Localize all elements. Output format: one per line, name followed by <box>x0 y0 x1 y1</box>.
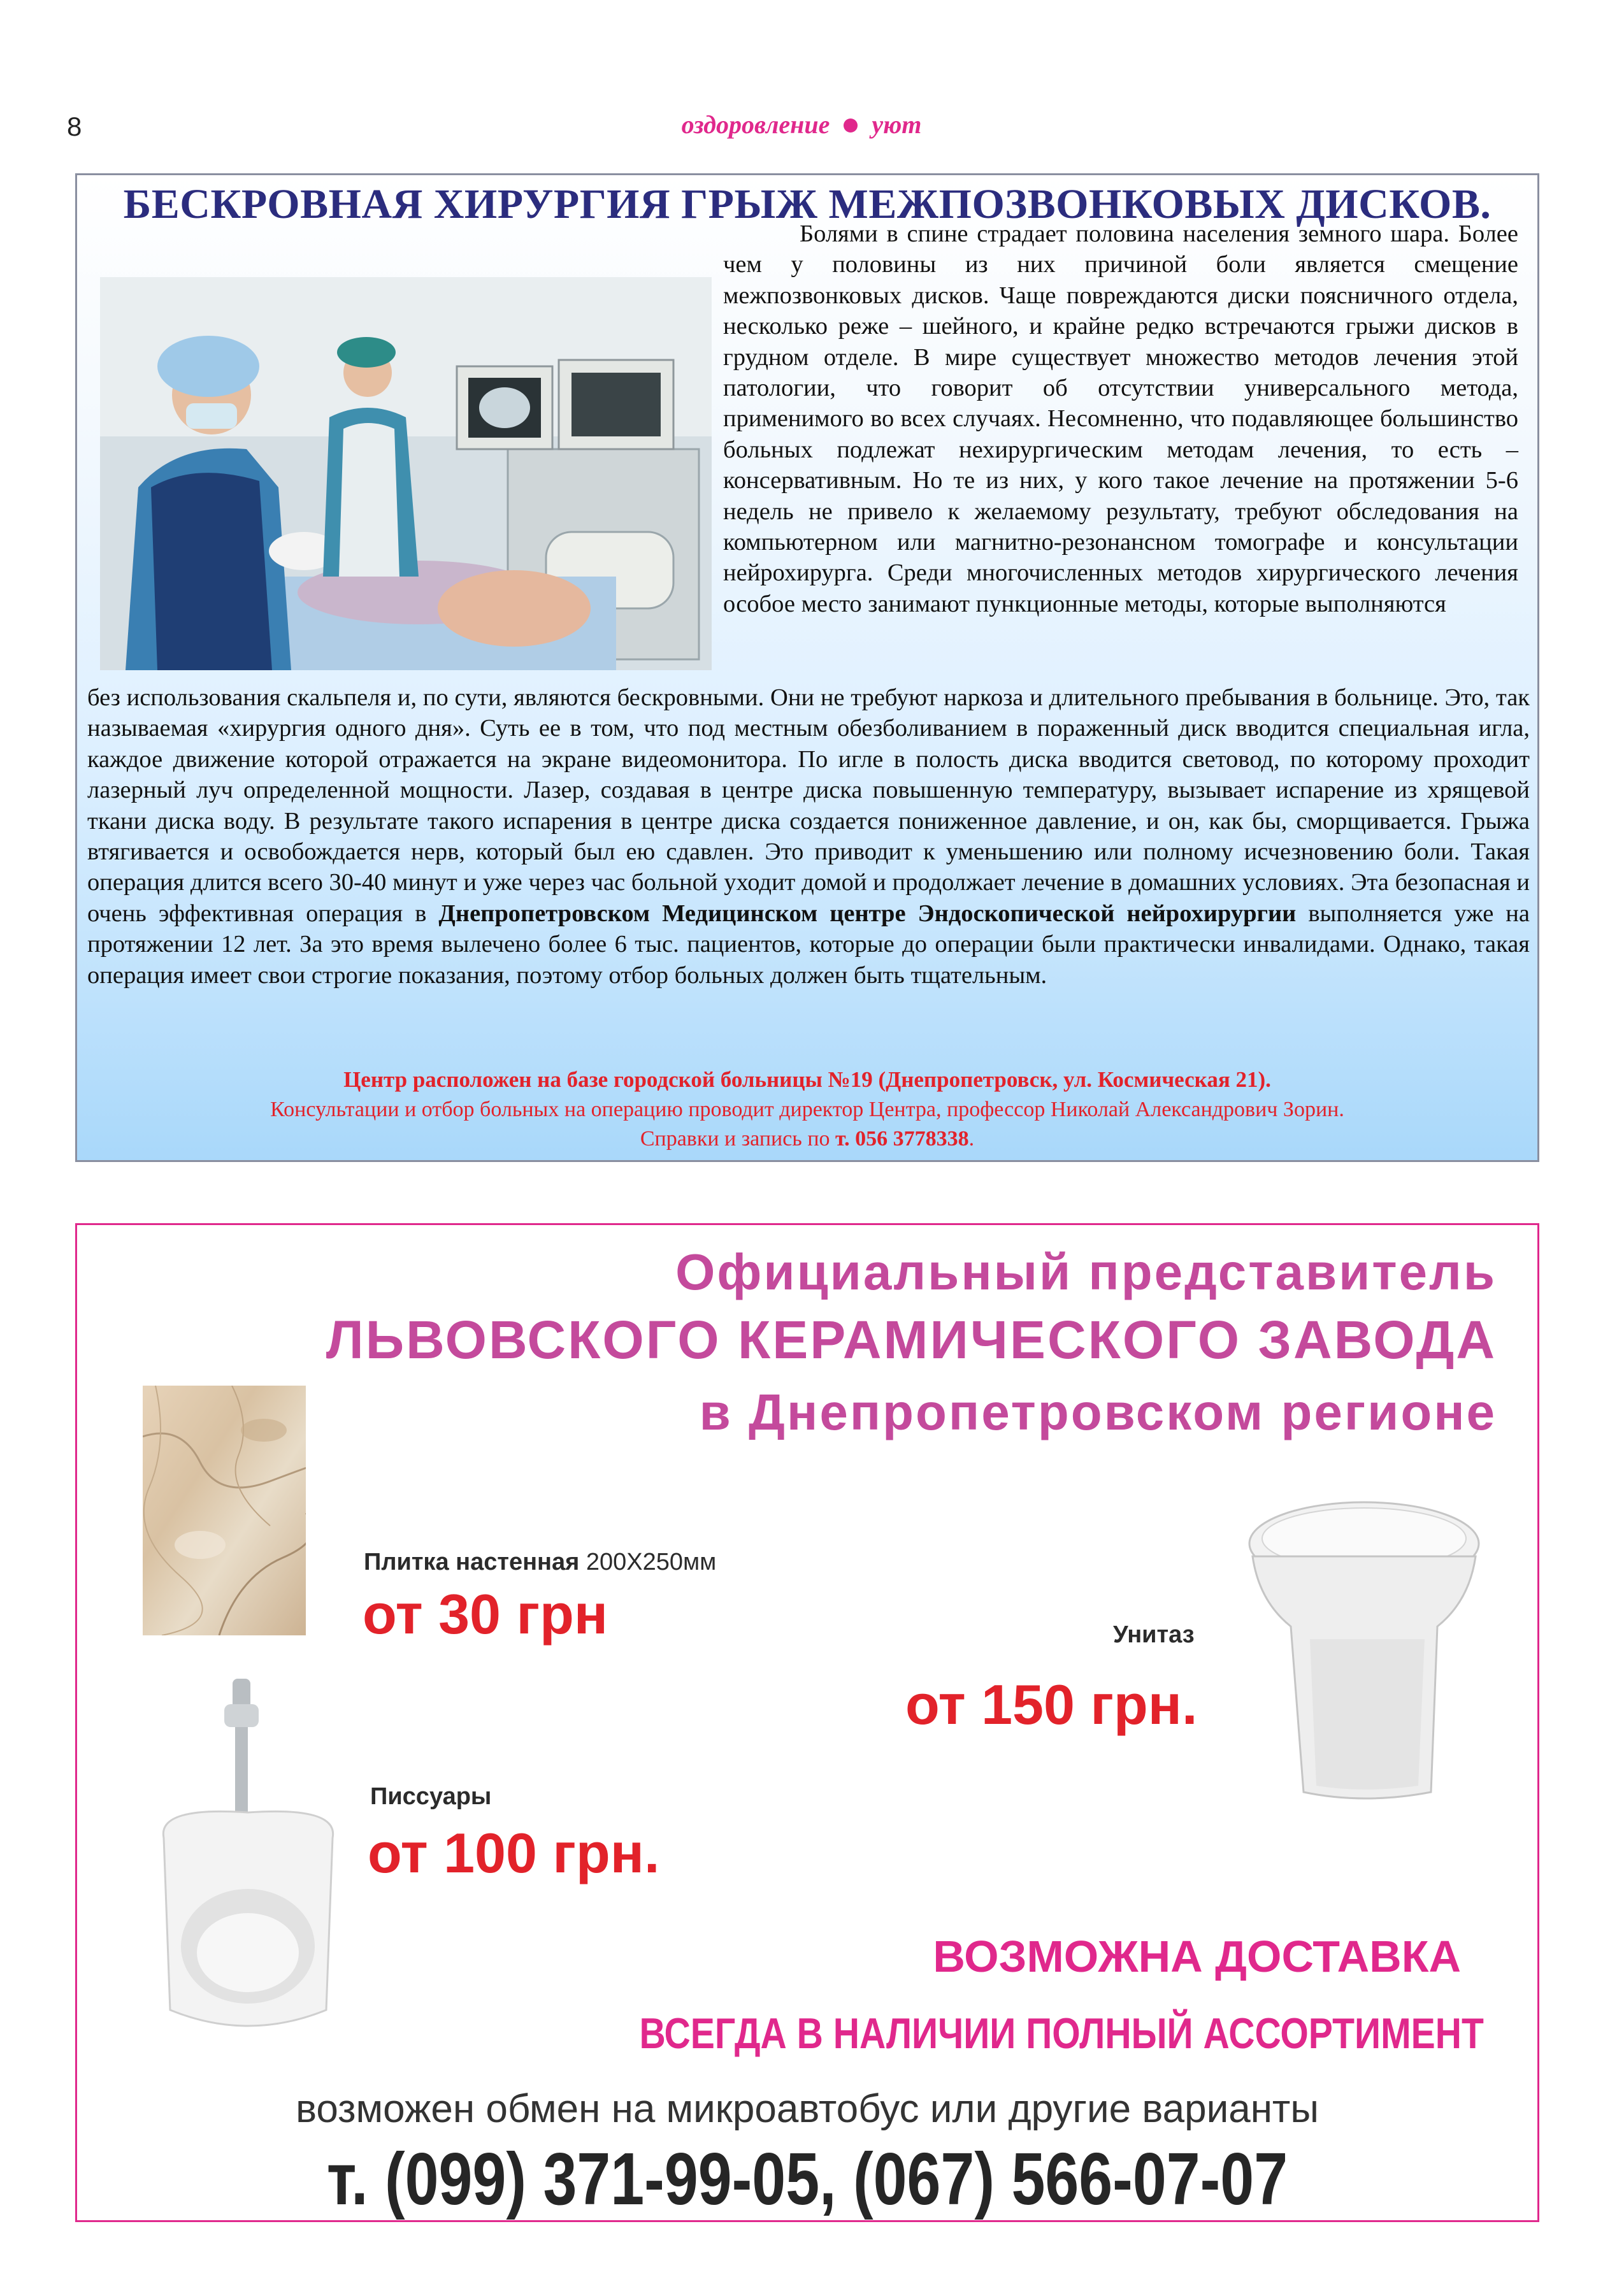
article-text-part-1: без использования скальпеля и, по сути, являются бескровными. Они не требуют наркоза и длительного пребывания в больнице. Это, так называемая «хирургия одного дня». Суть ее в том, что под местным обезболиванием в пораженный диск вводится специальная игла, каждое движение которой отражается на экране видеомонитора. По игле в полость диска вводится световод, по которому проходит лазерный луч определенной мощности. Лазер, создавая в центре диска повышенную температуру, вызывает испарение из хрящевой ткани диска воду. В результате такого испарения в центре диска создается пониженное давление, и он, как бы, сморщивается. Грыжа втягивается и освобождается нерв, который был ею сдавлен. Это приводит к уменьшению или полному исчезновению боли. Такая операция длится всего 30-40 минут и уже через час больной уходит домой и продолжает лечение в домашних условиях. Эта безопасная и очень эффективная операция в <box>87 684 1530 927</box>
toilet-price: от 150 грн. <box>905 1673 1198 1736</box>
article-box <box>75 173 1539 1162</box>
toilet-label: Унитаз <box>1113 1621 1195 1648</box>
bullet-dot-icon <box>844 118 858 133</box>
phone-prefix: Справки и запись по <box>640 1127 836 1151</box>
urinal-price: от 100 грн. <box>368 1821 660 1884</box>
center-consult: Консультации и отбор больных на операцию проводит директор Центра, профессор Николай Александрович Зорин. <box>270 1098 1344 1121</box>
brand-right: уют <box>872 110 922 139</box>
phone-suffix: . <box>968 1127 975 1151</box>
ad-headline-2: ЛЬВОВСКОГО КЕРАМИЧЕСКОГО ЗАВОДА <box>326 1310 1497 1370</box>
ceramics-ad <box>75 1223 1539 2222</box>
ad-headline-3: в Днепропетровском регионе <box>699 1384 1497 1440</box>
tile-label <box>364 1549 716 1576</box>
article-text-full <box>87 682 1530 991</box>
article-text-beside-photo: Болями в спине страдает половина населения земного шара. Более чем у половины из них причиной боли является смещение межпозвонковых дисков. Чаще повреждаются диски поясничного отдела, несколько реже – шейного, и крайне редко встречаются грыжи дисков в грудном отделе. В мире существует множество методов лечения этой патологии, что говорит об отсутствии универсального метода, применимого во всех случаях. Несомненно, что подавляющее большинство больных подлежат нехирургическим методам лечения, то есть – консервативным. Но те из них, у кого такое лечение на протяжении 5-6 недель не привело к желаемому результату, требуют обследования на компьютерном или магнитно-резонансном томографе и консультации нейрохирурга. Среди многочисленных методов хирургического лечения особое место занимают пункционные методы, которые выполняются <box>723 220 1518 617</box>
toilet-image <box>1240 1499 1488 1805</box>
tile-size: 200Х250мм <box>586 1549 717 1575</box>
tile-name: Плитка настенная <box>364 1549 580 1575</box>
urinal-label: Писсуары <box>370 1783 492 1810</box>
surgery-photo <box>100 277 712 670</box>
contact-phones: т. (099) 371-99-05, (067) 566-07-07 <box>326 2137 1288 2220</box>
marble-tile-illustration <box>143 1386 306 1635</box>
article-title: БЕСКРОВНАЯ ХИРУРГИЯ ГРЫЖ МЕЖПОЗВОНКОВЫХ ДИСКОВ. <box>123 181 1492 227</box>
ad-headline-1: Официальный представитель <box>675 1244 1497 1300</box>
center-phone-line <box>77 1127 1537 1151</box>
toilet-illustration <box>1240 1499 1488 1805</box>
header-brand <box>0 110 1603 140</box>
urinal-illustration <box>138 1679 358 2042</box>
article-text-part-2: выполняется уже на протяжении 12 лет. За это время вылечено более 6 тыс. пациентов, которые до операции были практически инвалидами. Однако, такая операция имеет свои строгие показания, поэтому отбор больных должен быть тщательным. <box>87 900 1530 989</box>
tile-image <box>143 1386 306 1635</box>
delivery-note: ВОЗМОЖНА ДОСТАВКА <box>933 1932 1461 1981</box>
center-location: Центр расположен на базе городской больницы №19 (Днепропетровск, ул. Космическая 21). <box>343 1067 1271 1092</box>
brand-left: оздоровление <box>681 110 830 139</box>
surgery-photo-illustration <box>100 277 712 670</box>
tile-price: от 30 грн <box>363 1582 608 1646</box>
article-center-name: Днепропетровском Медицинском центре Эндоскопической нейрохирургии <box>438 900 1297 927</box>
page-number: 8 <box>67 111 82 141</box>
urinal-image <box>138 1679 358 2042</box>
exchange-note: возможен обмен на микроавтобус или другие варианты <box>296 2087 1319 2131</box>
assortment-note: ВСЕГДА В НАЛИЧИИ ПОЛНЫЙ АССОРТИМЕНТ <box>639 2009 1484 2058</box>
phone-number: т. 056 3778338 <box>835 1127 969 1151</box>
